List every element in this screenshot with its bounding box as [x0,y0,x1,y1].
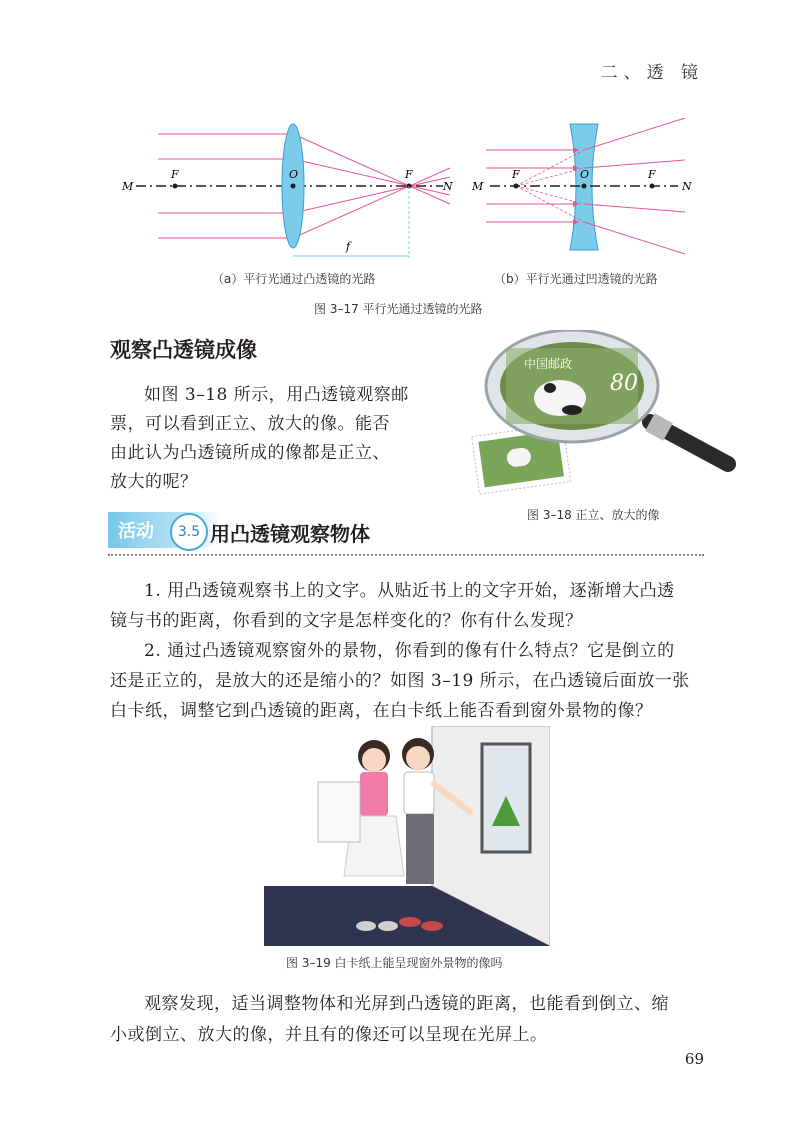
section-header: 二、透 镜 [600,63,704,83]
label-F-left: F [512,168,520,181]
activity-line: 2. 通过凸透镜观察窗外的景物，你看到的像有什么特点？它是倒立的 [144,641,675,661]
section-paragraph [110,381,450,497]
label-F-left: F [171,168,179,181]
activity-number: 3.5 [170,513,208,551]
children-window-illustration [264,726,550,946]
label-F-right: F [405,168,413,181]
page-number: 69 [684,1050,704,1068]
conclusion-line: 小或倒立、放大的像，并且有的像还可以呈现在光屏上。 [110,1025,548,1045]
magnifier-stamp-illustration [462,330,744,500]
label-N: N [682,180,692,193]
section-line: 如图 3–18 所示，用凸透镜观察邮 [144,385,409,405]
stamp-text: 中国邮政 [524,357,573,371]
figure-3-18-caption: 图 3–18 正立、放大的像 [527,508,660,522]
activity-line: 白卡纸，调整它到凸透镜的距离，在白卡纸上能否看到窗外景物的像？ [110,701,653,721]
label-F-right: F [648,168,656,181]
conclusion-line: 观察发现，适当调整物体和光屏到凸透镜的距离，也能看到倒立、缩 [144,994,669,1014]
activity-paragraph [110,576,706,726]
label-focal-length: f [346,240,351,253]
section-title: 观察凸透镜成像 [110,338,257,362]
label-M: M [122,180,134,193]
section-line: 票，可以看到正立、放大的像。能否 [110,414,390,434]
stamp-value: 80 [610,371,638,396]
label-N: N [443,180,453,193]
conclusion-paragraph [110,989,706,1051]
activity-tag-label: 活动 [118,521,154,542]
concave-lens-diagram [470,118,700,268]
caption-a: （a）平行光通过凸透镜的光路 [212,272,376,286]
section-line: 放大的呢？ [110,472,198,492]
activity-title: 用凸透镜观察物体 [210,522,370,546]
label-O: O [289,168,299,181]
convex-lens-diagram [118,118,463,268]
section-line: 由此认为凸透镜所成的像都是正立、 [110,443,390,463]
activity-line: 还是正立的，是放大的还是缩小的？如图 3–19 所示，在凸透镜后面放一张 [110,671,690,691]
label-O: O [580,168,590,181]
figure-3-19-caption: 图 3–19 白卡纸上能呈现窗外景物的像吗 [286,956,503,970]
activity-line: 镜与书的距离，你看到的文字是怎样变化的？你有什么发现？ [110,611,583,631]
activity-line: 1. 用凸透镜观察书上的文字。从贴近书上的文字开始，逐渐增大凸透 [144,581,675,601]
caption-b: （b）平行光通过凹透镜的光路 [494,272,658,286]
figure-3-17-caption: 图 3–17 平行光通过透镜的光路 [314,302,483,316]
label-M: M [472,180,484,193]
activity-header [108,508,704,552]
activity-divider [108,554,704,556]
